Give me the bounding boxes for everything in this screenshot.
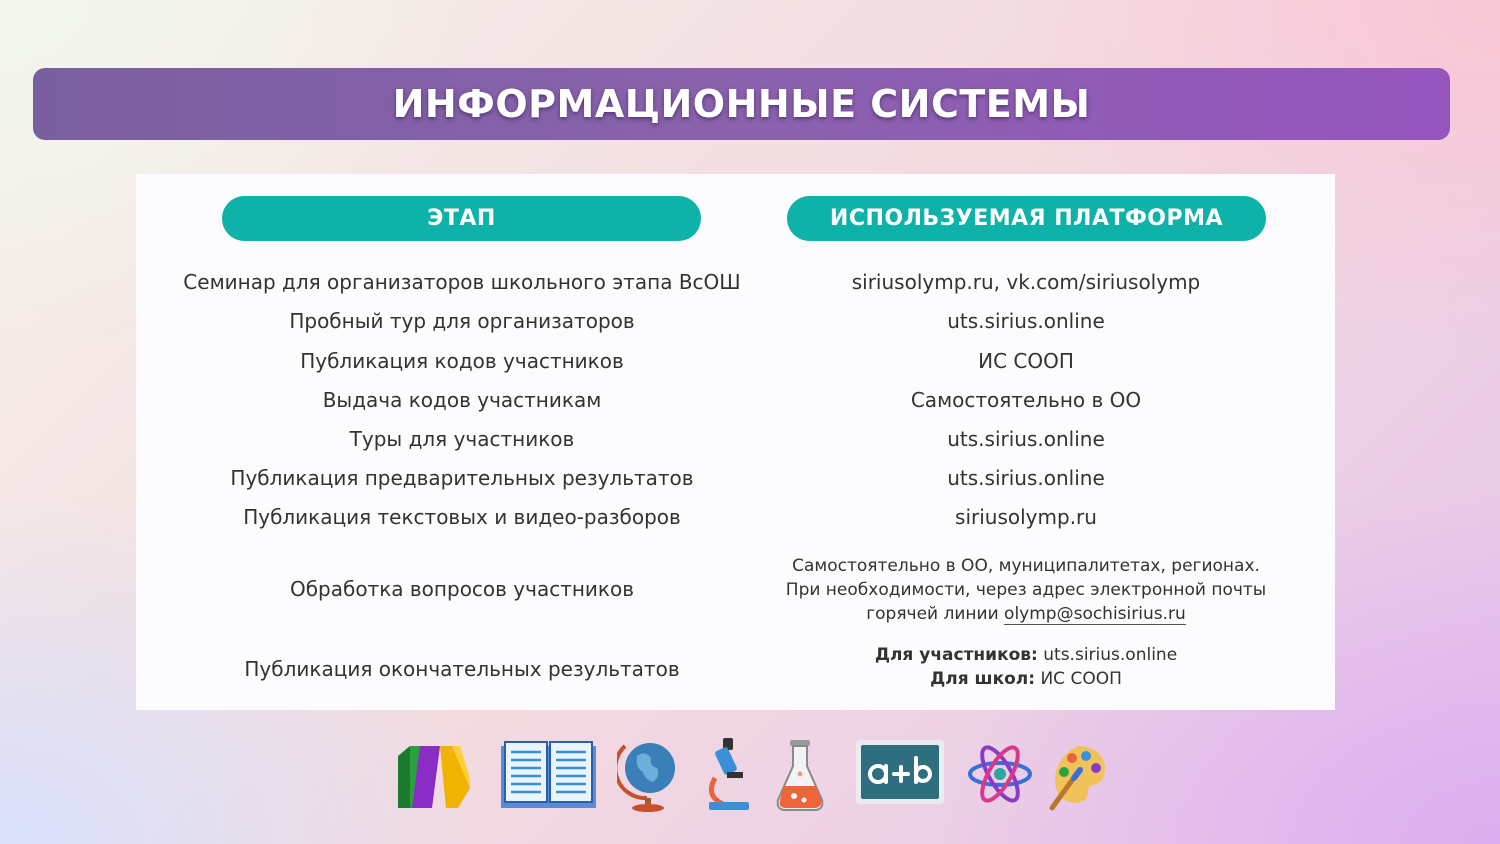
stage-cell: Публикация предварительных результатов bbox=[230, 466, 694, 490]
platform-cell: ИС СООП bbox=[978, 349, 1074, 373]
platform-cell: siriusolymp.ru bbox=[955, 505, 1097, 529]
schools-line bbox=[726, 667, 1326, 691]
info-table bbox=[136, 174, 1335, 710]
schools-value: ИС СООП bbox=[1035, 669, 1122, 689]
subject-icons-row bbox=[0, 738, 1500, 818]
platform-column-header: ИСПОЛЬЗУЕМАЯ ПЛАТФОРМА bbox=[787, 196, 1266, 241]
globe-icon bbox=[617, 738, 679, 812]
title-banner bbox=[33, 68, 1450, 140]
platform-cell: uts.sirius.online bbox=[947, 309, 1105, 333]
palette-icon bbox=[1048, 738, 1108, 812]
participants-value: uts.sirius.online bbox=[1037, 645, 1178, 665]
platform-cell bbox=[726, 554, 1326, 626]
stage-cell: Семинар для организаторов школьного этапа ВсОШ bbox=[183, 270, 741, 294]
stage-cell: Пробный тур для организаторов bbox=[289, 309, 635, 333]
sirius-logo-icon bbox=[396, 738, 472, 810]
stage-cell: Публикация окончательных результатов bbox=[244, 657, 680, 681]
atom-icon bbox=[968, 738, 1032, 810]
platform-cell: uts.sirius.online bbox=[947, 466, 1105, 490]
page-title: ИНФОРМАЦИОННЫЕ СИСТЕМЫ bbox=[392, 82, 1091, 126]
microscope-icon bbox=[705, 738, 751, 812]
stage-cell: Выдача кодов участникам bbox=[322, 388, 602, 412]
stage-column-header: ЭТАП bbox=[222, 196, 701, 241]
stage-cell: Публикация текстовых и видео-разборов bbox=[243, 505, 681, 529]
stage-cell: Публикация кодов участников bbox=[300, 349, 624, 373]
flask-icon bbox=[774, 738, 826, 812]
questions-line bbox=[726, 602, 1326, 626]
open-book-icon bbox=[501, 738, 596, 810]
questions-line: При необходимости, через адрес электронной почты bbox=[785, 580, 1267, 600]
stage-cell: Туры для участников bbox=[349, 427, 575, 451]
schools-label: Для школ: bbox=[930, 669, 1036, 689]
chalkboard-icon bbox=[856, 738, 944, 806]
participants-label: Для участников: bbox=[874, 645, 1038, 665]
stage-cell: Обработка вопросов участников bbox=[289, 577, 635, 601]
questions-line: Самостоятельно в ОО, муниципалитетах, регионах. bbox=[792, 556, 1260, 576]
platform-cell: siriusolymp.ru, vk.com/siriusolymp bbox=[851, 270, 1201, 294]
platform-cell: uts.sirius.online bbox=[947, 427, 1105, 451]
participants-line bbox=[726, 643, 1326, 667]
platform-cell bbox=[726, 643, 1326, 691]
hotline-email-link[interactable]: olymp@sochisirius.ru bbox=[1004, 604, 1186, 624]
platform-cell: Самостоятельно в ОО bbox=[910, 388, 1142, 412]
hotline-prefix: горячей линии bbox=[866, 604, 1005, 624]
